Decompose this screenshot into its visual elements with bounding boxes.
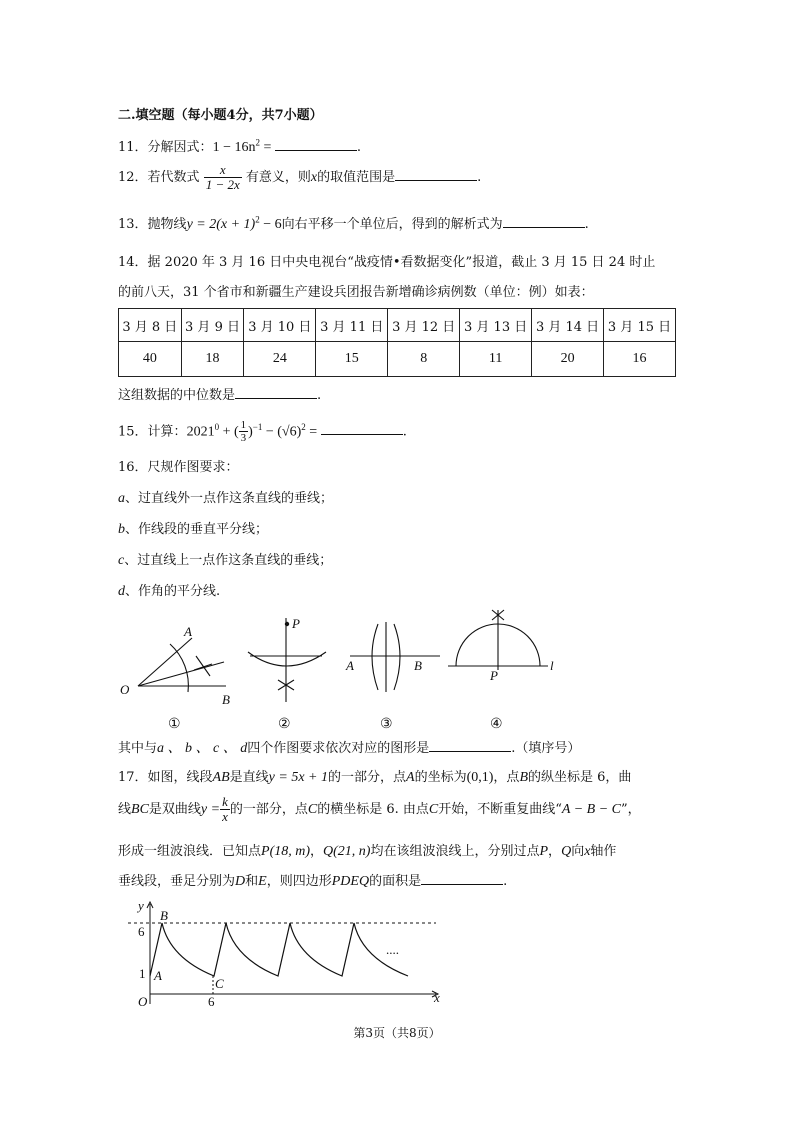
cases-table: [118, 308, 676, 377]
tick-6-x: 6: [208, 994, 215, 1008]
table-cell: 3 月 15 日: [604, 309, 676, 342]
table-cell: 3 月 9 日: [181, 309, 244, 342]
table-cell: 20: [532, 342, 604, 377]
question-13: 13．抛物线$y = 2(x + 1)^2 - 6$向右平移一个单位后，得到的解析式为 .: [118, 214, 589, 232]
figure-number: ③: [380, 717, 393, 732]
table-cell: 3 月 14 日: [532, 309, 604, 342]
origin-label: O: [138, 994, 148, 1008]
table-cell: 24: [244, 342, 316, 377]
page-footer: 第3页（共8页）: [353, 1026, 441, 1040]
question-16-title: 16．尺规作图要求：: [118, 460, 239, 475]
question-17-line4: 垂线段，垂足分别为D和E，则四边形PDEQ的面积是 .: [118, 874, 508, 889]
answer-blank[interactable]: [421, 872, 503, 885]
answer-blank[interactable]: [235, 386, 317, 399]
question-17-line1: 17．如图，线段AB是直线y = 5x + 1的一部分，点A的坐标为(0,1)，点B的纵坐标是 6，曲: [118, 770, 632, 785]
question-15: 15．计算：$2021^0$ + ( $\frac{1}{3}$ )$^{-1} - (√6)^2$ = .: [118, 419, 407, 445]
table-cell: 40: [119, 342, 182, 377]
label-P: P: [490, 668, 498, 683]
axis-y-label: y: [138, 898, 144, 913]
table-row-cases: [119, 342, 676, 377]
question-17-line2: 线BC是双曲线y = $\frac{k}{x}$ 的一部分，点C的横坐标是 6. 由点C开始，不断重复曲线“A − B − C”，: [118, 794, 641, 824]
tick-1-y: 1: [139, 966, 146, 981]
table-cell: 3 月 11 日: [316, 309, 388, 342]
table-cell: 3 月 10 日: [244, 309, 316, 342]
answer-blank[interactable]: [395, 168, 477, 181]
table-cell: 3 月 13 日: [460, 309, 532, 342]
label-P: P: [292, 616, 300, 631]
question-14-line2: 的前八天，31 个省市和新疆生产建设兵团报告新增确诊病例数（单位：例）如表：: [118, 285, 594, 300]
table-cell: 18: [181, 342, 244, 377]
figure-number: ①: [168, 717, 181, 732]
answer-blank[interactable]: [275, 138, 357, 151]
question-11: 11．分解因式：$1 - 16n^2$ = .: [118, 137, 362, 155]
figure-number: ④: [490, 717, 503, 732]
requirement-b: b、作线段的垂直平分线；: [118, 522, 269, 537]
table-cell: 16: [604, 342, 676, 377]
label-B: B: [414, 658, 422, 673]
table-cell: 8: [388, 342, 460, 377]
axis-x-label: x: [434, 990, 440, 1005]
table-cell: 11: [460, 342, 532, 377]
table-cell: 3 月 12 日: [388, 309, 460, 342]
requirement-a: a、过直线外一点作这条直线的垂线；: [118, 491, 334, 506]
figure-number: ②: [278, 717, 291, 732]
point-B-label: B: [160, 908, 168, 923]
question-12: 12．若代数式 $\frac{x}{1 - 2x}$ 有意义，则x的取值范围是 .: [118, 162, 482, 192]
label-A: A: [346, 658, 354, 673]
question-17-line3: 形成一组波浪线．已知点P(18, m)，Q(21, n)均在该组波浪线上，分别过点P，Q向x轴作: [118, 844, 617, 859]
question-16-after: 其中与a 、 b 、 c 、 d四个作图要求依次对应的图形是 .（填序号）: [118, 741, 581, 756]
answer-blank[interactable]: [503, 215, 585, 228]
label-B: B: [222, 692, 230, 707]
table-row-dates: [119, 309, 676, 342]
table-cell: 3 月 8 日: [119, 309, 182, 342]
construction-figures: [110, 604, 570, 736]
answer-blank[interactable]: [321, 422, 403, 435]
point-A-label: A: [154, 968, 162, 983]
point-C-label: C: [215, 976, 224, 991]
question-14-line1: 14．据 2020 年 3 月 16 日中央电视台“战疫情•看数据变化”报道，截止 3 月 15 日 24 时止: [118, 255, 656, 270]
table-cell: 15: [316, 342, 388, 377]
section-title: 二.填空题（每小题4分，共7小题）: [118, 108, 323, 123]
label-A: A: [184, 624, 192, 639]
requirement-d: d、作角的平分线.: [118, 584, 221, 599]
question-14-after: 这组数据的中位数是 .: [118, 388, 322, 403]
label-O: O: [120, 682, 130, 697]
continuation-dots: ....: [386, 942, 399, 957]
fraction: $\frac{x}{1 - 2x}$: [205, 162, 240, 192]
requirement-c: c、过直线上一点作这条直线的垂线；: [118, 553, 333, 568]
label-l: l: [550, 658, 554, 673]
tick-6-y: 6: [138, 924, 145, 939]
wave-graph: [118, 898, 448, 1008]
answer-blank[interactable]: [429, 739, 511, 752]
